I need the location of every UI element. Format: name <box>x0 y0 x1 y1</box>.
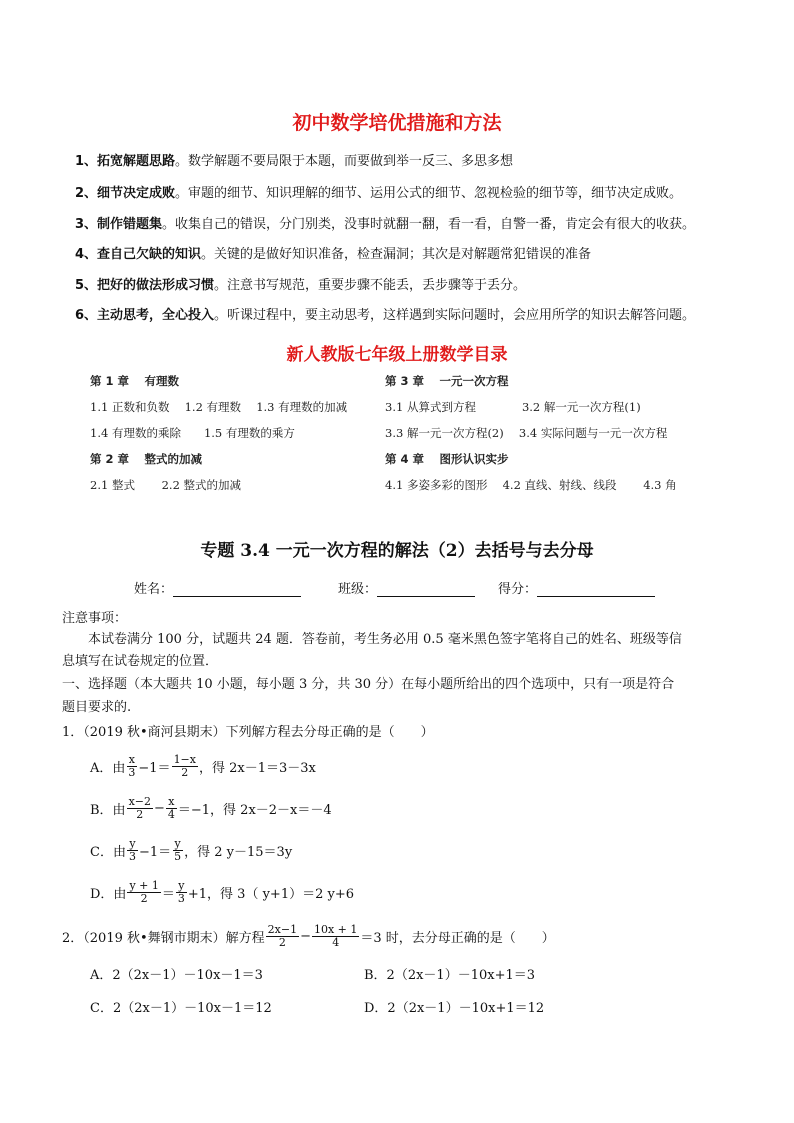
toc-ch3-line2: 3.3 解一元一次方程(2) 3.4 实际问题与一元一次方程 <box>385 426 668 440</box>
section-line1: 一、选择题（本大题共 10 小题，每小题 3 分，共 30 分）在每小题所给出的四个选项中，只有一项是符合 <box>62 677 675 692</box>
notice-head: 注意事项： <box>62 611 128 626</box>
option-text: − <box>153 801 165 816</box>
q2-option-d[interactable]: D．2（2x－1）－10x+1＝12 <box>364 1001 545 1016</box>
option-text: +1，得 3（ y+1）＝2 y+6 <box>187 887 355 902</box>
fraction-denominator: 4 <box>167 808 175 821</box>
topic-title: 专题 3.4 一元一次方程的解法（2）去括号与去分母 <box>200 541 594 561</box>
fraction-numerator: x <box>128 753 135 766</box>
notice-line1: 本试卷满分 100 分，试题共 24 题．答卷前，考生务必用 0.5 毫米黑色签字笔将自己的姓名、班级等信 <box>88 632 682 647</box>
toc-title: 新人教版七年级上册数学目录 <box>286 345 508 365</box>
tip-lead: 6、主动思考，全心投入 <box>75 308 215 323</box>
option-text: ＝−1，得 2x－2－x＝－4 <box>177 803 332 818</box>
fraction <box>166 796 177 821</box>
fraction-denominator: 2 <box>181 766 189 779</box>
section-line2: 题目要求的. <box>62 700 132 715</box>
fraction-numerator: x <box>168 795 175 808</box>
fraction <box>312 924 359 949</box>
q2-option-b[interactable]: B．2（2x－1）－10x+1＝3 <box>364 968 536 983</box>
class-field[interactable] <box>338 578 475 597</box>
option-text: ，得 2 y－15＝3y <box>184 845 293 860</box>
tip-text: 。关键的是做好知识准备，检查漏洞；其次是对解题常犯错误的准备 <box>201 247 592 262</box>
toc-ch3-head: 第 3 章 一元一次方程 <box>385 374 509 388</box>
tip-lead: 1、拓宽解题思路 <box>75 154 176 169</box>
tip-5 <box>75 274 755 293</box>
toc-ch4-line1: 4.1 多姿多彩的图形 4.2 直线、射线、线段 4.3 角 <box>385 478 677 492</box>
fraction-numerator: 1−x <box>173 753 196 766</box>
fraction-numerator: y <box>178 879 185 892</box>
option-label: C．由 <box>90 845 126 860</box>
fraction-denominator: 2 <box>278 936 286 949</box>
fraction-denominator: 3 <box>177 892 185 905</box>
tip-lead: 2、细节决定成败 <box>75 186 176 201</box>
fraction-numerator: 10x + 1 <box>313 923 358 936</box>
option-text: −1＝ <box>138 761 171 776</box>
tip-lead: 5、把好的做法形成习惯 <box>75 278 215 293</box>
q1-option-d[interactable] <box>90 880 354 905</box>
option-text: −1＝ <box>138 845 172 860</box>
q1-option-a[interactable] <box>90 754 316 779</box>
tip-text: 。听课过程中，要主动思考，这样遇到实际问题时，会应用所学的知识去解答问题。 <box>214 308 696 323</box>
fraction-denominator: 3 <box>128 850 136 863</box>
main-title: 初中数学培优措施和方法 <box>292 112 502 134</box>
tip-text: 。注意书写规范，重要步骤不能丢，丢步骤等于丢分。 <box>214 278 527 293</box>
toc-ch1-line1: 1.1 正数和负数 1.2 有理数 1.3 有理数的加减 <box>90 400 348 414</box>
q2-option-c[interactable]: C．2（2x－1）－10x－1＝12 <box>90 1001 272 1016</box>
option-label: D．由 <box>90 887 127 902</box>
fraction <box>127 880 160 905</box>
fraction <box>127 838 138 863</box>
class-label: 班级： <box>338 582 378 597</box>
option-text: ＝ <box>161 887 175 902</box>
fraction-denominator: 4 <box>332 936 340 949</box>
q1-option-c[interactable] <box>90 838 292 863</box>
name-blank[interactable] <box>173 582 301 597</box>
class-blank[interactable] <box>377 582 475 597</box>
option-label: B．由 <box>90 803 126 818</box>
tip-4 <box>75 243 755 262</box>
q2-stem-mid: − <box>300 929 311 944</box>
tip-text: 。审题的细节、知识理解的细节、运用公式的细节、忽视检验的细节等，细节决定成败。 <box>175 186 683 201</box>
q2-option-a[interactable]: A．2（2x－1）－10x－1＝3 <box>90 968 263 983</box>
tip-text: 。数学解题不要局限于本题，而要做到举一反三、多思多想 <box>175 154 514 169</box>
toc-ch2-line1: 2.1 整式 2.2 整式的加减 <box>90 478 242 492</box>
q2-stem-post: ＝3 时，去分母正确的是（ ） <box>360 931 555 946</box>
toc-ch3-line1: 3.1 从算式到方程 3.2 解一元一次方程(1) <box>385 400 641 414</box>
fraction <box>172 754 198 779</box>
score-blank[interactable] <box>537 582 655 597</box>
fraction-numerator: x−2 <box>128 795 151 808</box>
fraction-denominator: 2 <box>136 808 144 821</box>
fraction-numerator: 2x−1 <box>267 923 298 936</box>
option-label: A．由 <box>90 761 126 776</box>
option-text: ，得 2x－1＝3－3x <box>198 761 316 776</box>
toc-ch1-line2: 1.4 有理数的乘除 1.5 有理数的乘方 <box>90 426 295 440</box>
fraction-numerator: y + 1 <box>129 879 159 892</box>
tip-lead: 4、查自己欠缺的知识 <box>75 247 202 262</box>
q1-option-b[interactable] <box>90 796 332 821</box>
name-label: 姓名： <box>134 582 174 597</box>
q2-stem-pre: 2．（2019 秋•舞钢市期末）解方程 <box>62 931 265 946</box>
fraction-denominator: 2 <box>140 892 148 905</box>
fraction <box>176 880 187 905</box>
fraction-denominator: 5 <box>174 850 182 863</box>
tip-text: 。收集自己的错误，分门别类，没事时就翻一翻，看一看，自警一番，肯定会有很大的收获。 <box>162 217 696 232</box>
q1-stem: 1．（2019 秋•商河县期末）下列解方程去分母正确的是（ ） <box>62 725 434 740</box>
fraction <box>172 838 183 863</box>
score-field[interactable] <box>498 578 655 597</box>
q2-stem <box>62 924 555 949</box>
fraction <box>126 754 137 779</box>
fraction-numerator: y <box>174 837 181 850</box>
score-label: 得分： <box>498 582 538 597</box>
fraction <box>266 924 299 949</box>
fraction-numerator: y <box>129 837 136 850</box>
notice-line2: 息填写在试卷规定的位置． <box>62 654 219 669</box>
toc-ch1-head: 第 1 章 有理数 <box>90 374 180 388</box>
fraction <box>127 796 153 821</box>
name-field[interactable] <box>134 578 301 597</box>
toc-ch4-head: 第 4 章 图形认识实步 <box>385 452 509 466</box>
tip-3 <box>75 213 755 232</box>
fraction-denominator: 3 <box>128 766 136 779</box>
tip-lead: 3、制作错题集 <box>75 217 163 232</box>
tip-2 <box>75 182 755 201</box>
toc-ch2-head: 第 2 章 整式的加减 <box>90 452 203 466</box>
tip-1 <box>75 150 755 169</box>
tip-6 <box>75 304 755 323</box>
